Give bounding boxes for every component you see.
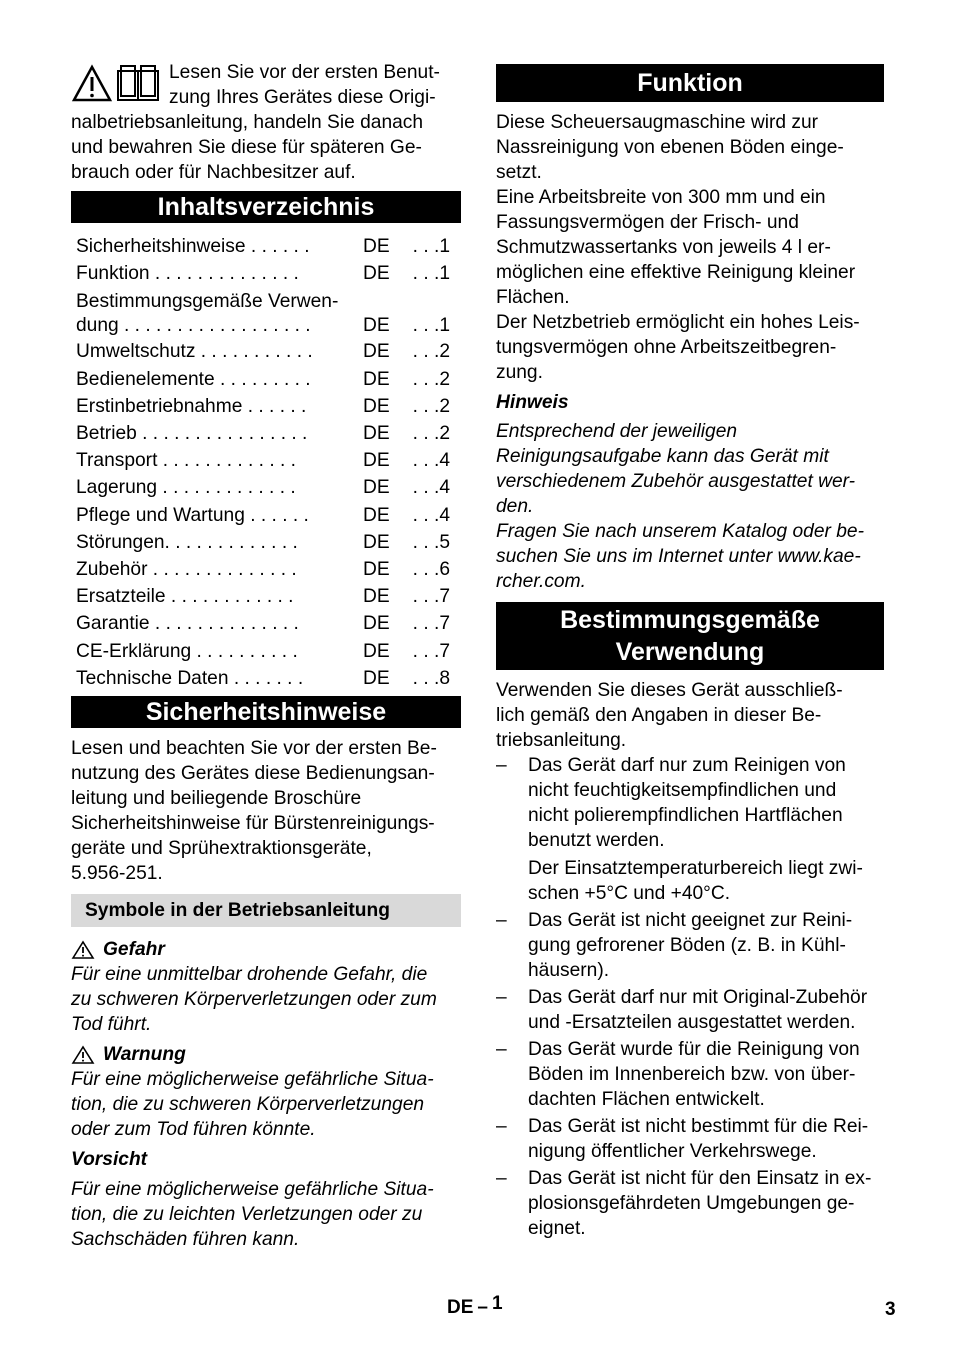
toc-entry-page: . . .7 bbox=[412, 586, 450, 608]
funktion-text-line: möglichen eine effektive Reinigung kleiner bbox=[496, 262, 856, 283]
toc-entry-label: Zubehör . . . . . . . . . . . . . . bbox=[76, 559, 297, 581]
funktion-heading: Funktion bbox=[496, 64, 884, 102]
hinweis-text-line: Fragen Sie nach unserem Katalog oder be- bbox=[496, 521, 864, 542]
intro-line: zung Ihres Gerätes diese Origi- bbox=[169, 87, 436, 108]
funktion-text-line: Eine Arbeitsbreite von 300 mm und ein bbox=[496, 187, 826, 208]
sheet-number: 3 bbox=[885, 1299, 896, 1320]
vorsicht-text-line: tion, die zu leichten Verletzungen oder zu bbox=[71, 1204, 423, 1226]
hinweis-text-line: Entsprechend der jeweiligen bbox=[496, 421, 738, 442]
toc-entry-label: Garantie . . . . . . . . . . . . . . bbox=[76, 613, 299, 635]
intro-line: und bewahren Sie diese für späteren Ge- bbox=[71, 137, 422, 158]
toc-entry-label: Ersatzteile . . . . . . . . . . . . bbox=[76, 586, 294, 608]
footer-page-number: 1 bbox=[491, 1293, 503, 1314]
usage-list-item bbox=[496, 753, 884, 906]
usage-list-item-line: gung gefrorener Böden (z. B. in Kühl- bbox=[528, 935, 846, 956]
toc-entry[interactable] bbox=[71, 447, 461, 474]
toc-entry-page: . . .4 bbox=[412, 477, 450, 499]
usage-list-item-note: Der Einsatztemperaturbereich liegt zwi- bbox=[528, 858, 863, 879]
hinweis-text-line: verschiedenem Zubehör ausgestattet wer- bbox=[496, 471, 856, 492]
safety-text bbox=[71, 736, 461, 886]
safety-heading: Sicherheitshinweise bbox=[71, 696, 461, 728]
toc-entry-page: . . .2 bbox=[412, 341, 450, 363]
toc-entry-page: . . .1 bbox=[412, 315, 450, 337]
toc-entry-label: Bedienelemente . . . . . . . . . bbox=[76, 368, 311, 390]
usage-list-item-line: – Das Gerät darf nur zum Reinigen von bbox=[528, 755, 846, 776]
safety-text-line: 5.956-251. bbox=[71, 863, 163, 885]
toc-entry-label: Erstinbetriebnahme . . . . . . bbox=[76, 395, 307, 417]
toc-entry-page: . . .6 bbox=[412, 559, 450, 581]
gefahr-text bbox=[71, 962, 461, 1037]
gefahr-text-line: Tod führt. bbox=[71, 1014, 152, 1036]
usage-list-item-note: schen +5°C und +40°C. bbox=[528, 883, 731, 904]
toc-entry[interactable] bbox=[71, 338, 461, 365]
usage-list-item bbox=[496, 1114, 884, 1164]
toc-heading: Inhaltsverzeichnis bbox=[71, 191, 461, 223]
toc-entry-label: Transport . . . . . . . . . . . . . bbox=[76, 450, 296, 472]
toc-entry-page: . . .8 bbox=[412, 667, 450, 689]
usage-list-item bbox=[496, 908, 884, 983]
toc-entry-label: Störungen. . . . . . . . . . . . . bbox=[76, 531, 298, 553]
usage-list-item-line: eignet. bbox=[528, 1218, 586, 1239]
toc-entry-lang: DE bbox=[363, 613, 390, 635]
toc-list bbox=[71, 233, 461, 692]
toc-entry[interactable] bbox=[71, 260, 461, 287]
toc-entry-page: . . .5 bbox=[412, 531, 450, 553]
hinweis-text bbox=[496, 419, 884, 594]
usage-intro-line: lich gemäß den Angaben in dieser Be- bbox=[496, 705, 822, 726]
toc-entry-lang: DE bbox=[363, 531, 390, 553]
toc-entry-label: Betrieb . . . . . . . . . . . . . . . . bbox=[76, 423, 308, 445]
toc-entry-page: . . .2 bbox=[412, 368, 450, 390]
vorsicht-label: Vorsicht bbox=[71, 1149, 148, 1171]
vorsicht-text bbox=[71, 1177, 461, 1252]
toc-entry-lang: DE bbox=[363, 559, 390, 581]
funktion-text-line: Flächen. bbox=[496, 287, 570, 308]
toc-entry-page: . . .2 bbox=[412, 423, 450, 445]
toc-entry-lang: DE bbox=[363, 263, 390, 285]
usage-list-item-line: Böden im Innenbereich bzw. von über- bbox=[528, 1064, 856, 1085]
toc-entry-lang: DE bbox=[363, 504, 390, 526]
gefahr-text-line: zu schweren Körperverletzungen oder zum bbox=[71, 989, 437, 1011]
warnung-text-line: Für eine möglicherweise gefährliche Situa- bbox=[71, 1069, 434, 1091]
warnung-text-line: tion, die zu schweren Körperverletzungen bbox=[71, 1094, 425, 1116]
funktion-text-line: setzt. bbox=[496, 162, 542, 183]
toc-entry-lang: DE bbox=[363, 640, 390, 662]
warnung-text bbox=[71, 1067, 461, 1142]
toc-entry[interactable] bbox=[71, 556, 461, 583]
intro-line: brauch oder für Nachbesitzer auf. bbox=[71, 162, 356, 183]
left-column bbox=[71, 60, 461, 1252]
toc-entry-lang: DE bbox=[363, 450, 390, 472]
toc-entry-label: Umweltschutz . . . . . . . . . . . bbox=[76, 341, 313, 363]
toc-entry-lang: DE bbox=[363, 586, 390, 608]
toc-entry-lang: DE bbox=[363, 667, 390, 689]
safety-text-line: Sicherheitshinweise für Bürstenreinigungs- bbox=[71, 813, 435, 835]
toc-entry-lang: DE bbox=[363, 236, 390, 257]
usage-list bbox=[496, 753, 884, 1241]
toc-entry[interactable] bbox=[71, 610, 461, 637]
toc-entry[interactable] bbox=[71, 529, 461, 556]
gefahr-label-row bbox=[71, 937, 461, 962]
usage-list-item bbox=[496, 1037, 884, 1112]
toc-entry[interactable] bbox=[71, 420, 461, 447]
usage-list-item-line: – Das Gerät darf nur mit Original-Zubehör bbox=[528, 987, 868, 1008]
warnung-label: Warnung bbox=[103, 1044, 186, 1066]
usage-heading-line: Verwendung bbox=[615, 638, 765, 666]
vorsicht-text-line: Für eine möglicherweise gefährliche Situa- bbox=[71, 1179, 434, 1201]
funktion-text bbox=[496, 110, 884, 385]
hinweis-label: Hinweis bbox=[496, 392, 569, 413]
toc-entry-lang: DE bbox=[363, 341, 390, 363]
toc-entry-lang: DE bbox=[363, 423, 390, 445]
toc-entry[interactable] bbox=[71, 474, 461, 501]
footer-lang: DE bbox=[447, 1297, 474, 1318]
usage-list-item bbox=[496, 1166, 884, 1241]
usage-heading bbox=[496, 602, 884, 670]
usage-list-item-line: – Das Gerät ist nicht geeignet zur Reini- bbox=[528, 910, 853, 931]
hinweis-text-line: rcher.com. bbox=[496, 571, 586, 592]
symbols-heading: Symbole in der Betriebsanleitung bbox=[71, 894, 461, 927]
usage-list-item-line: dachten Flächen entwickelt. bbox=[528, 1089, 765, 1110]
usage-list-item-line: plosionsgefährdeten Umgebungen ge- bbox=[528, 1193, 855, 1214]
toc-entry[interactable] bbox=[71, 583, 461, 610]
toc-entry-label: Technische Daten . . . . . . . bbox=[76, 667, 304, 689]
intro-line: nalbetriebsanleitung, handeln Sie danach bbox=[71, 112, 424, 133]
toc-entry-label: Funktion . . . . . . . . . . . . . . bbox=[76, 263, 299, 285]
usage-intro-line: triebsanleitung. bbox=[496, 730, 627, 751]
toc-entry[interactable] bbox=[71, 638, 461, 665]
safety-text-line: leitung und beiliegende Broschüre bbox=[71, 788, 362, 810]
usage-list-item-line: – Das Gerät wurde für die Reinigung von bbox=[528, 1039, 860, 1060]
toc-entry-page: . . .1 bbox=[412, 236, 450, 257]
toc-entry-page: . . .4 bbox=[412, 450, 450, 472]
hinweis-text-line: den. bbox=[496, 496, 534, 517]
warning-triangle-icon bbox=[71, 1045, 95, 1065]
intro-notice bbox=[71, 60, 461, 185]
safety-text-line: nutzung des Gerätes diese Bedienungsan- bbox=[71, 763, 435, 785]
usage-list-item-line: nicht polierempfindlichen Hartflächen bbox=[528, 805, 843, 826]
usage-list-item bbox=[496, 985, 884, 1035]
gefahr-text-line: Für eine unmittelbar drohende Gefahr, die bbox=[71, 964, 428, 986]
funktion-text-line: Diese Scheuersaugmaschine wird zur bbox=[496, 112, 819, 133]
page-footer bbox=[447, 1293, 503, 1319]
toc-entry[interactable] bbox=[71, 287, 461, 338]
intro-line: Lesen Sie vor der ersten Benut- bbox=[169, 62, 440, 83]
vorsicht-text-line: Sachschäden führen kann. bbox=[71, 1229, 300, 1251]
toc-entry-label: Bestimmungsgemäße Verwen- dung . . . . . . . . . . . . . . . . . . bbox=[76, 291, 339, 337]
usage-list-item-line: – Das Gerät ist nicht für den Einsatz in ex- bbox=[528, 1168, 872, 1189]
usage-intro-line: Verwenden Sie dieses Gerät ausschließ- bbox=[496, 680, 843, 701]
usage-list-item-line: häusern). bbox=[528, 960, 610, 981]
usage-heading-line: Bestimmungsgemäße bbox=[560, 606, 820, 634]
toc-entry-label: Sicherheitshinweise . . . . . . bbox=[76, 236, 310, 257]
funktion-text-line: Schmutzwassertanks von jeweils 4 l er- bbox=[496, 237, 831, 258]
toc-entry-page: . . .2 bbox=[412, 395, 450, 417]
usage-list-item-line: benutzt werden. bbox=[528, 830, 665, 851]
hinweis-text-line: suchen Sie uns im Internet unter www.kae- bbox=[496, 546, 861, 567]
toc-entry[interactable] bbox=[71, 502, 461, 529]
toc-entry-page: . . .4 bbox=[412, 504, 450, 526]
toc-entry-page: . . .1 bbox=[412, 263, 450, 285]
toc-entry-lang: DE bbox=[363, 315, 390, 337]
toc-entry-page: . . .7 bbox=[412, 640, 450, 662]
usage-intro bbox=[496, 678, 884, 753]
funktion-text-line: Der Netzbetrieb ermöglicht ein hohes Leis- bbox=[496, 312, 860, 333]
usage-list-item-line: nigung öffentlicher Verkehrswege. bbox=[528, 1141, 817, 1162]
right-column bbox=[496, 64, 884, 1243]
toc-entry[interactable] bbox=[71, 233, 461, 260]
toc-entry[interactable] bbox=[71, 665, 461, 692]
funktion-text-line: zung. bbox=[496, 362, 543, 383]
gefahr-label: Gefahr bbox=[103, 939, 165, 961]
toc-entry-page: . . .7 bbox=[412, 613, 450, 635]
warning-triangle-icon bbox=[71, 940, 95, 960]
funktion-text-line: Fassungsvermögen der Frisch- und bbox=[496, 212, 799, 233]
usage-list-item-line: nicht feuchtigkeitsempfindlichen und bbox=[528, 780, 837, 801]
toc-entry[interactable] bbox=[71, 393, 461, 420]
warning-manual-icon bbox=[71, 62, 163, 104]
warnung-label-row bbox=[71, 1042, 461, 1067]
usage-list-item-line: – Das Gerät ist nicht bestimmt für die Rei- bbox=[528, 1116, 869, 1137]
toc-entry-lang: DE bbox=[363, 477, 390, 499]
toc-entry-lang: DE bbox=[363, 368, 390, 390]
toc-entry-label: Pflege und Wartung . . . . . . bbox=[76, 504, 309, 526]
funktion-text-line: Nassreinigung von ebenen Böden einge- bbox=[496, 137, 844, 158]
hinweis-text-line: Reinigungsaufgabe kann das Gerät mit bbox=[496, 446, 829, 467]
toc-entry[interactable] bbox=[71, 366, 461, 393]
warnung-text-line: oder zum Tod führen könnte. bbox=[71, 1119, 316, 1141]
funktion-text-line: tungsvermögen ohne Arbeitszeitbegren- bbox=[496, 337, 837, 358]
safety-text-line: Lesen und beachten Sie vor der ersten Be- bbox=[71, 738, 437, 760]
usage-list-item-line: und -Ersatzteilen ausgestattet werden. bbox=[528, 1012, 856, 1033]
footer-dash: – bbox=[477, 1297, 488, 1318]
toc-entry-label: Lagerung . . . . . . . . . . . . . bbox=[76, 477, 296, 499]
toc-entry-lang: DE bbox=[363, 395, 390, 417]
safety-text-line: geräte und Sprühextraktionsgeräte, bbox=[71, 838, 372, 860]
toc-entry-label: CE-Erklärung . . . . . . . . . . bbox=[76, 640, 298, 662]
